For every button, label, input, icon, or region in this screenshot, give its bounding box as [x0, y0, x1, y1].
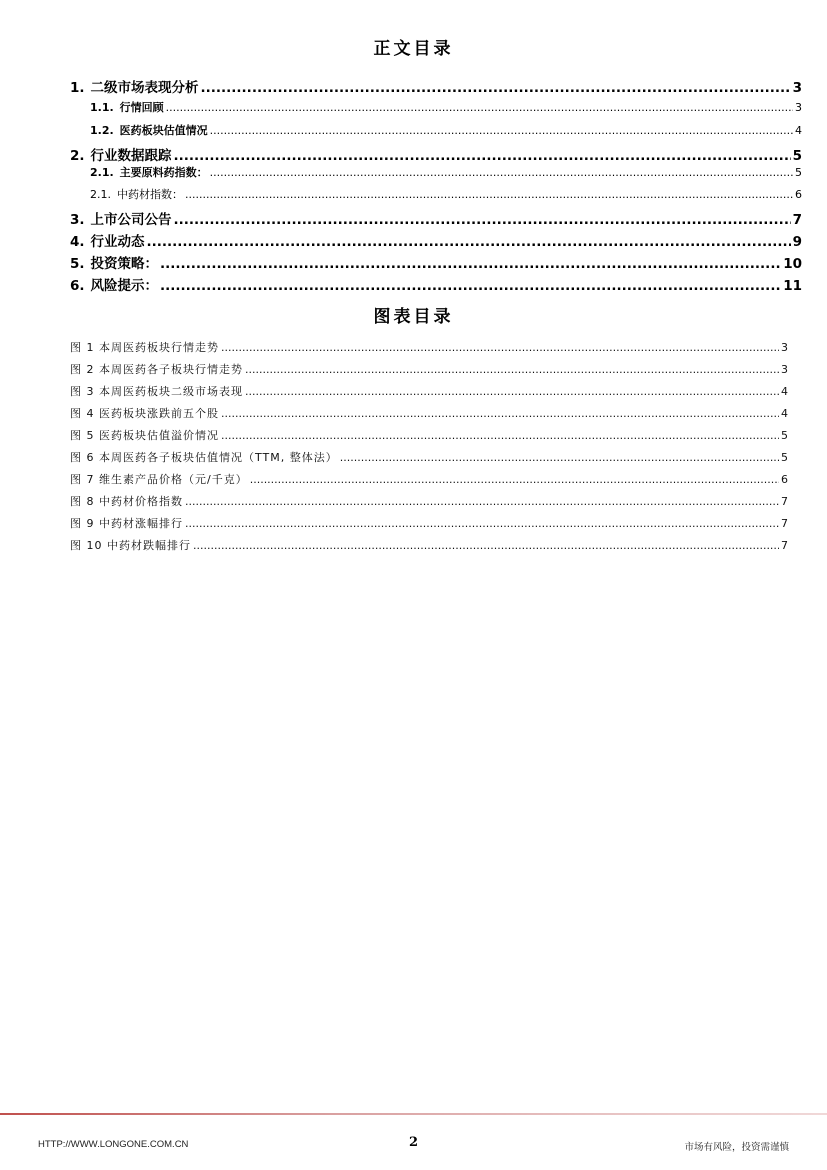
figure-entry-page: 3: [781, 341, 788, 354]
page-number: 2: [408, 1135, 419, 1150]
dot-leader: [210, 166, 793, 179]
figure-entry-title: 图 2 本周医药各子板块行情走势: [70, 363, 243, 376]
figure-entry-page: 3: [781, 363, 788, 376]
dot-leader: [185, 517, 779, 530]
toc-entry-number: 4.: [70, 234, 85, 250]
toc-entry[interactable]: [90, 186, 802, 202]
toc-entry[interactable]: [70, 76, 802, 96]
toc-entry-title: 主要原料药指数：: [119, 166, 208, 179]
toc-entry[interactable]: [70, 144, 802, 164]
figure-entry-page: 4: [781, 407, 788, 420]
toc-entry-title: 投资策略：: [90, 256, 159, 272]
figure-entry-page: 5: [781, 429, 788, 442]
toc-entry-number: 2.: [70, 148, 85, 164]
figure-entry-page: 5: [781, 451, 788, 464]
toc-entry-page: 4: [795, 124, 802, 137]
figure-entry[interactable]: [70, 515, 788, 531]
dot-leader: [147, 234, 791, 250]
footer-rule: [0, 1113, 827, 1115]
footer-url[interactable]: HTTP://WWW.LONGONE.COM.CN: [38, 1139, 189, 1150]
toc-entry-page: 7: [792, 212, 802, 228]
figure-entry[interactable]: [70, 361, 788, 377]
toc-entry-title: 风险提示：: [90, 278, 159, 294]
toc-entry-title: 医药板块估值情况: [119, 124, 208, 137]
toc-entry-title: 行情回顾: [119, 101, 164, 114]
figure-entry-page: 7: [781, 495, 788, 508]
toc-entry-page: 5: [795, 166, 802, 179]
toc-entry-title: 行业数据跟踪: [90, 148, 172, 164]
toc-entry[interactable]: [90, 164, 802, 180]
toc-entry-page: 11: [783, 278, 802, 294]
dot-leader: [221, 429, 779, 442]
figure-entry-title: 图 9 中药材涨幅排行: [70, 517, 183, 530]
dot-leader: [250, 473, 779, 486]
toc-entry-number: 3.: [70, 212, 85, 228]
toc-entry-number: 1.: [70, 80, 85, 96]
figure-entry-page: 6: [781, 473, 788, 486]
toc-entry[interactable]: [70, 274, 802, 294]
dot-leader: [221, 407, 779, 420]
figure-entry-title: 图 3 本周医药板块二级市场表现: [70, 385, 243, 398]
dot-leader: [340, 451, 779, 464]
toc-title: 正文目录: [373, 39, 454, 59]
dot-leader: [201, 80, 791, 96]
dot-leader: [160, 278, 781, 294]
dot-leader: [210, 124, 793, 137]
risk-notice: 市场有风险，投资需谨慎: [684, 1142, 789, 1153]
toc-entry-page: 10: [783, 256, 802, 272]
toc-entry-title: 二级市场表现分析: [90, 80, 199, 96]
toc-entry-number: 2.1.: [90, 188, 111, 201]
toc-entry-number: 5.: [70, 256, 85, 272]
dot-leader: [245, 363, 779, 376]
toc-entry-number: 6.: [70, 278, 85, 294]
toc-entry-page: 9: [792, 234, 802, 250]
figure-entry[interactable]: [70, 493, 788, 509]
toc-entry[interactable]: [70, 230, 802, 250]
toc-entry-title: 上市公司公告: [90, 212, 172, 228]
figure-entry[interactable]: [70, 383, 788, 399]
dot-leader: [174, 212, 791, 228]
toc-entry[interactable]: [70, 252, 802, 272]
toc-entry[interactable]: [90, 99, 802, 115]
figure-entry-title: 图 7 维生素产品价格（元/千克）: [70, 473, 248, 486]
dot-leader: [166, 101, 793, 114]
dot-leader: [185, 495, 779, 508]
figure-entry-page: 7: [781, 517, 788, 530]
figures-title: 图表目录: [373, 307, 454, 327]
figure-entry[interactable]: [70, 449, 788, 465]
figure-entry[interactable]: [70, 471, 788, 487]
figure-entry-title: 图 8 中药材价格指数: [70, 495, 183, 508]
figure-entry-title: 图 1 本周医药板块行情走势: [70, 341, 219, 354]
figure-entry-page: 4: [781, 385, 788, 398]
toc-entry-title: 行业动态: [90, 234, 145, 250]
toc-entry-page: 5: [792, 148, 802, 164]
figure-entry-title: 图 4 医药板块涨跌前五个股: [70, 407, 219, 420]
figure-entry[interactable]: [70, 405, 788, 421]
dot-leader: [193, 539, 779, 552]
toc-entry-number: 1.2.: [90, 124, 114, 137]
toc-entry-page: 3: [795, 101, 802, 114]
toc-entry-title: 中药材指数：: [117, 188, 183, 201]
figure-entry-title: 图 6 本周医药各子板块估值情况（TTM, 整体法）: [70, 451, 338, 464]
figure-entry[interactable]: [70, 537, 788, 553]
figure-entry-title: 图 10 中药材跌幅排行: [70, 539, 191, 552]
toc-entry-number: 2.1.: [90, 166, 114, 179]
figure-entry[interactable]: [70, 339, 788, 355]
toc-entry[interactable]: [70, 208, 802, 228]
toc-entry[interactable]: [90, 122, 802, 138]
figure-entry-title: 图 5 医药板块估值溢价情况: [70, 429, 219, 442]
toc-entry-page: 3: [792, 80, 802, 96]
toc-entry-page: 6: [795, 188, 802, 201]
figure-entry-page: 7: [781, 539, 788, 552]
figure-entry[interactable]: [70, 427, 788, 443]
dot-leader: [185, 188, 793, 201]
dot-leader: [245, 385, 779, 398]
dot-leader: [174, 148, 791, 164]
toc-entry-number: 1.1.: [90, 101, 114, 114]
dot-leader: [160, 256, 781, 272]
dot-leader: [221, 341, 779, 354]
